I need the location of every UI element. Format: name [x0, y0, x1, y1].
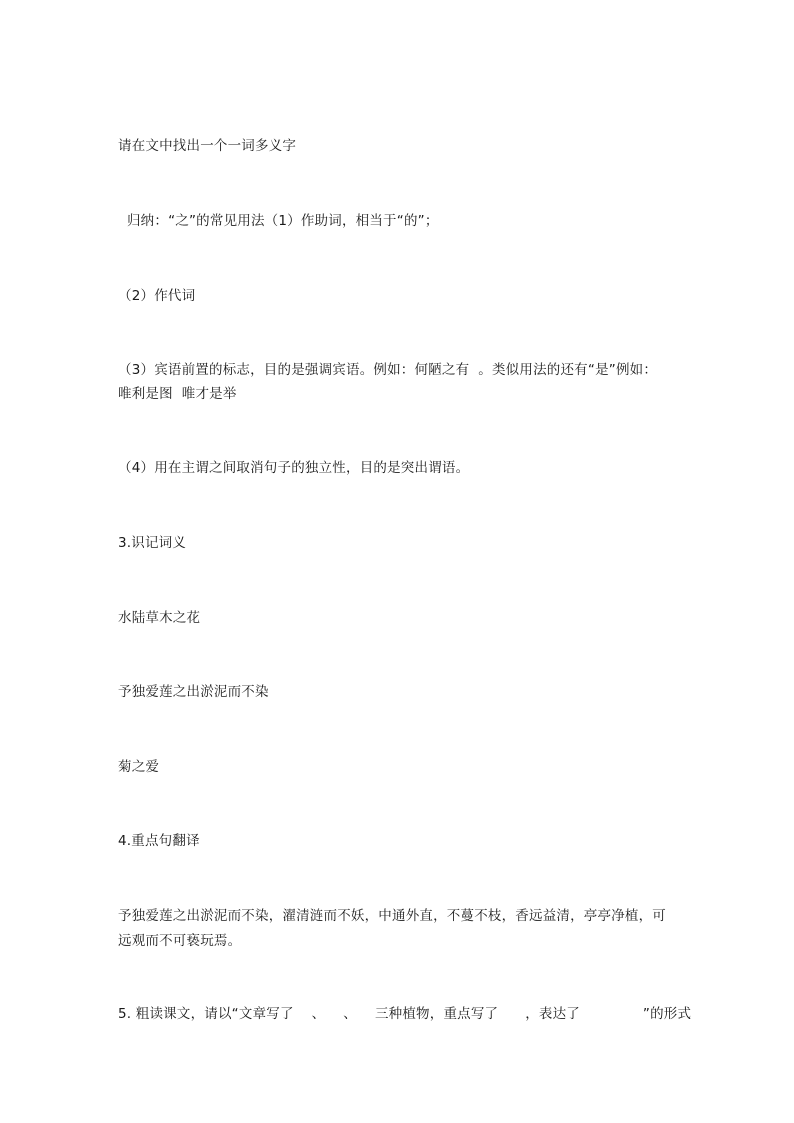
section-translation-heading: 4.重点句翻译 — [118, 833, 200, 849]
question-read-text-summary: 5. 粗读课文，请以“文章写了 、 、 三种植物，重点写了 ，表达了 ”的形式 — [118, 1006, 692, 1022]
word-meaning-item: 水陆草木之花 — [118, 610, 201, 626]
word-meaning-item: 菊之爱 — [118, 759, 160, 775]
question-find-polysemous-word: 请在文中找出一个一词多义字 — [118, 138, 297, 154]
zhi-usage-pronoun: （2）作代词 — [118, 288, 196, 304]
summary-zhi-usage-heading: 归纳：“之”的常见用法（1）作助词，相当于“的”； — [118, 213, 439, 229]
translation-sentence-continued: 远观而不可亵玩焉。 — [118, 933, 242, 949]
zhi-usage-cancel-independence: （4）用在主谓之间取消句子的独立性，目的是突出谓语。 — [118, 460, 470, 476]
zhi-usage-object-preposed-examples: 唯利是图 唯才是举 — [118, 386, 237, 402]
zhi-usage-object-preposed: （3）宾语前置的标志，目的是强调宾语。例如：何陋之有 。类似用法的还有“是”例如： — [118, 362, 658, 378]
section-word-meaning-heading: 3.识记词义 — [118, 535, 187, 551]
word-meaning-item: 予独爱莲之出淤泥而不染 — [118, 684, 269, 700]
translation-sentence: 予独爱莲之出淤泥而不染，濯清涟而不妖，中通外直，不蔓不枝，香远益清，亭亭净植，可 — [118, 908, 666, 924]
